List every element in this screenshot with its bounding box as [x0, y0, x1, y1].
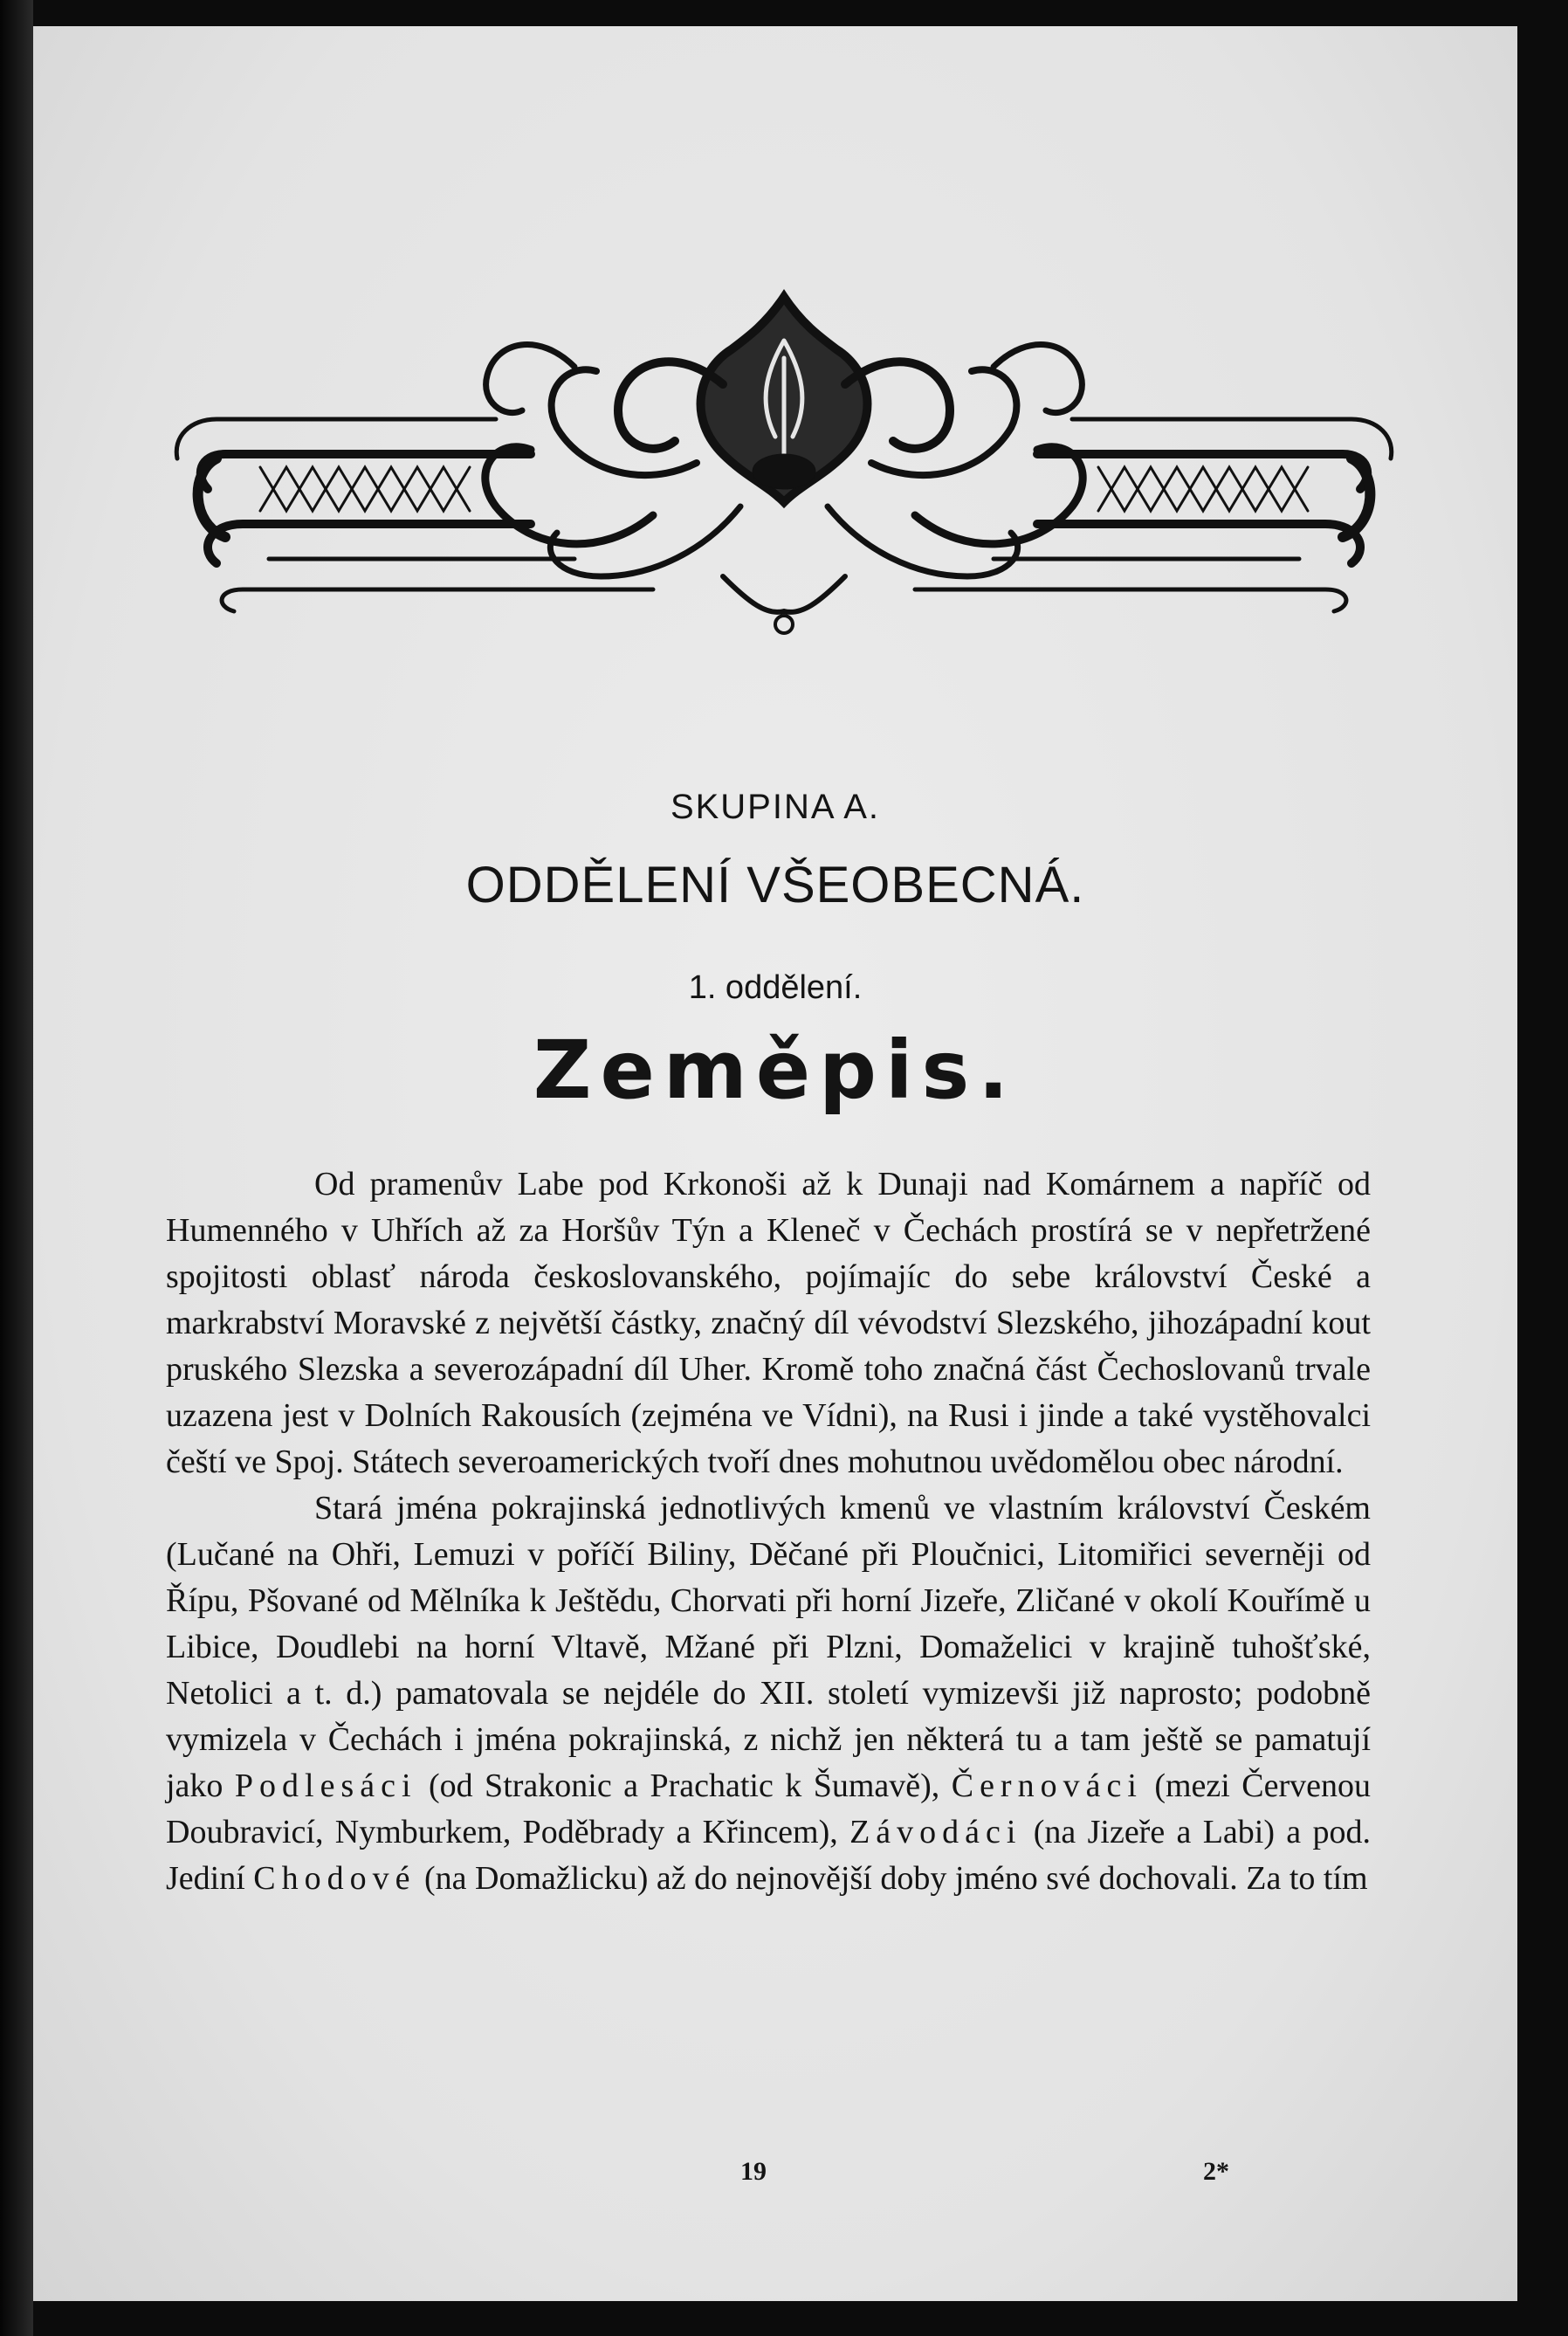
text-run: Od pramenův Labe pod Krkonoši až k Dunaji nad Komárnem a napříč od Humenného v Uhřích až za Horšův Týn a Kleneč v Čechách prostírá se v nepřetržené spojitosti oblasť národa českoslovanského, pojímajíc do sebe království České a markrabství Moravské z největší částky, značný díl vévodství Slezského, jihozápadní kout pruského Slezska a severozápadní díl Uher. Kromě toho značná část Čechoslovanů trvale uzazena jest v Dolních Rakousích (zejména ve Vídni), na Rusi i jinde a také vystěhovalci čeští ve Spoj. Státech severoamerických tvoří dnes mohutnou uvědomělou obec národní. — [166, 1166, 1371, 1480]
paragraph — [166, 1161, 1371, 1485]
text-run: (od Strakonic a Prachatic k Šumavě), — [416, 1768, 952, 1804]
page-title: Zeměpis. — [533, 1023, 1018, 1117]
spaced-term: Závodáci — [849, 1814, 1022, 1850]
group-heading: SKUPINA A. — [670, 788, 881, 826]
printer-signature-mark: 2* — [1203, 2157, 1229, 2186]
spaced-term: Podlesáci — [234, 1768, 417, 1804]
scrollwork-ornament-icon — [164, 288, 1404, 655]
text-run: (na Domažlicku) až do nejnovější doby jméno své dochovali. Za to tím — [416, 1860, 1368, 1897]
text-run: (mezi Červenou Doubravicí, Nymburkem, Poděbrady a Křincem), — [166, 1768, 1371, 1850]
body-text — [166, 1161, 1371, 1902]
spaced-term: Černováci — [951, 1768, 1143, 1804]
book-page — [33, 26, 1517, 2301]
page-number: 19 — [740, 2157, 767, 2186]
subsection-heading: 1. oddělení. — [688, 969, 863, 1006]
spaced-term: Chodové — [253, 1860, 416, 1897]
paragraph — [166, 1485, 1371, 1902]
book-spine-shadow — [0, 0, 33, 2336]
text-run: (na Jizeře a Labi) a pod. Jediní — [166, 1814, 1371, 1897]
section-title: ODDĚLENÍ VŠEOBECNÁ. — [465, 857, 1085, 913]
text-run: Stará jména pokrajinská jednotlivých kmenů ve vlastním království Českém (Lučané na Ohři, Lemuzi v poříčí Biliny, Děčané při Ploučnici, Litomiřici severněji od Řípu, Pšované od Mělníka k Ještědu, Chorvati při horní Jizeře, Zličané v okolí Kouřímě u Libice, Doudlebi na horní Vltavě, Mžané při Plzni, Domaželici v krajině tuhošťské, Netolici a t. d.) pamatovala se nejdéle do XII. století vymizevši již naprosto; podobně vymizela v Čechách i jména pokrajinská, z nichž jen některá tu a tam ještě se pamatují jako — [166, 1490, 1371, 1804]
